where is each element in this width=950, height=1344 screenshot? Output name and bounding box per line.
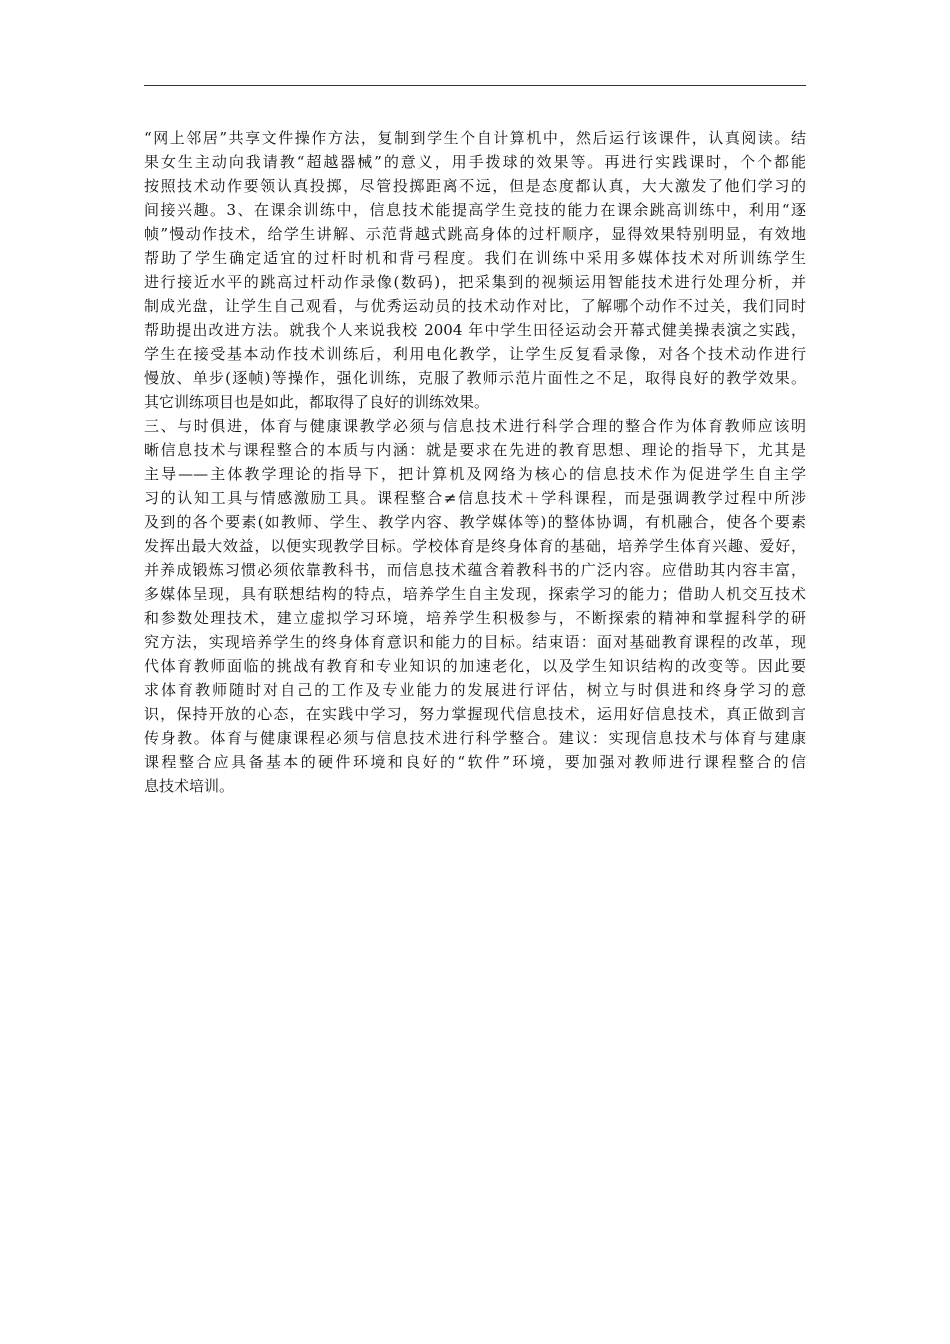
text-line: 其它训练项目也是如此，都取得了良好的训练效果。: [144, 393, 490, 411]
text-line: 主导——主体教学理论的指导下，把计算机及网络为核心的信息技术作为促进学生自主学: [144, 465, 806, 483]
text-line: 制成光盘，让学生自己观看，与优秀运动员的技术动作对比，了解哪个动作不过关，我们同时: [144, 297, 806, 315]
text-line: 发挥出最大效益，以便实现教学目标。学校体育是终身体育的基础，培养学生体育兴趣、爱好，: [144, 537, 806, 555]
text-line: 求体育教师随时对自己的工作及专业能力的发展进行评估，树立与时俱进和终身学习的意: [144, 681, 806, 699]
text-line: “网上邻居”共享文件操作方法，复制到学生个自计算机中，然后运行该课件，认真阅读。结: [144, 129, 806, 147]
text-line: 帮助提出改进方法。就我个人来说我校 2004 年中学生田径运动会开幕式健美操表演之实践，: [144, 321, 806, 339]
paragraph-1: [144, 126, 806, 414]
text-line: 传身教。体育与健康课程必须与信息技术进行科学整合。建议：实现信息技术与体育与建康: [144, 729, 806, 747]
text-line: 果女生主动向我请教“超越器械”的意义，用手拨球的效果等。再进行实践课时，个个都能: [144, 153, 806, 171]
text-line: 课程整合应具备基本的硬件环境和良好的“软件”环境，要加强对教师进行课程整合的信: [144, 753, 806, 771]
text-line: 进行接近水平的跳高过杆动作录像(数码)，把采集到的视频运用智能技术进行处理分析，并: [144, 273, 806, 291]
text-line: 息技术培训。: [144, 777, 235, 795]
paragraph-2: [144, 414, 806, 798]
text-line: 帧”慢动作技术，给学生讲解、示范背越式跳高身体的过杆顺序，显得效果特别明显，有效地: [144, 225, 806, 243]
text-line: 学生在接受基本动作技术训练后，利用电化教学，让学生反复看录像，对各个技术动作进行: [144, 345, 806, 363]
text-line: 晰信息技术与课程整合的本质与内涵：就是要求在先进的教育思想、理论的指导下，尤其是: [144, 441, 806, 459]
text-line: 究方法，实现培养学生的终身体育意识和能力的目标。结束语：面对基础教育课程的改革，现: [144, 633, 806, 651]
text-line: 习的认知工具与情感激励工具。课程整合≠信息技术＋学科课程，而是强调教学过程中所涉: [144, 489, 806, 507]
text-line: 多媒体呈现，具有联想结构的特点，培养学生自主发现，探索学习的能力；借助人机交互技术: [144, 585, 806, 603]
text-line: 和参数处理技术，建立虚拟学习环境，培养学生积极参与，不断探索的精神和掌握科学的研: [144, 609, 806, 627]
text-line: 间接兴趣。3、在课余训练中，信息技术能提高学生竞技的能力在课余跳高训练中，利用“逐: [144, 201, 806, 219]
text-line: 识，保持开放的心态，在实践中学习，努力掌握现代信息技术，运用好信息技术，真正做到言: [144, 705, 806, 723]
text-line: 按照技术动作要领认真投掷，尽管投掷距离不远，但是态度都认真，大大激发了他们学习的: [144, 177, 806, 195]
text-line: 及到的各个要素(如教师、学生、教学内容、教学媒体等)的整体协调，有机融合，使各个要素: [144, 513, 806, 531]
text-line: 并养成锻炼习惯必须依靠教科书，而信息技术蕴含着教科书的广泛内容。应借助其内容丰富，: [144, 561, 806, 579]
header-rule: [144, 85, 806, 86]
text-line: 三、与时俱进，体育与健康课教学必须与信息技术进行科学合理的整合作为体育教师应该明: [144, 417, 806, 435]
text-line: 帮助了学生确定适宜的过杆时机和背弓程度。我们在训练中采用多媒体技术对所训练学生: [144, 249, 806, 267]
text-line: 慢放、单步(逐帧)等操作，强化训练，克服了教师示范片面性之不足，取得良好的教学效果。: [144, 369, 806, 387]
text-line: 代体育教师面临的挑战有教育和专业知识的加速老化，以及学生知识结构的改变等。因此要: [144, 657, 806, 675]
body-text: [144, 126, 806, 798]
